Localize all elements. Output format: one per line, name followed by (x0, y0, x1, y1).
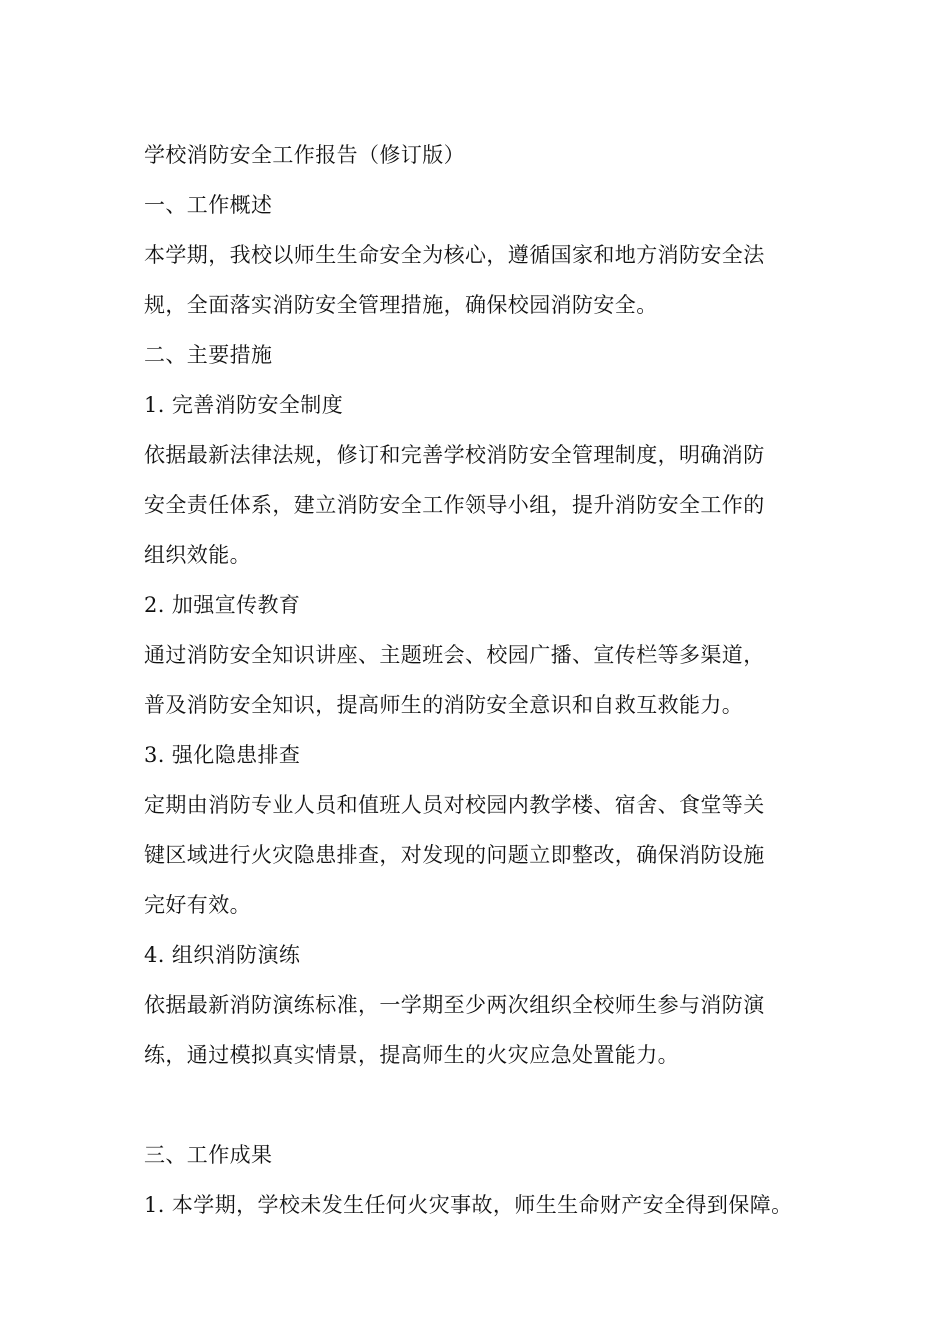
item-heading: 3. 强化隐患排查 (144, 743, 301, 767)
paragraph-line: 1. 本学期，学校未发生任何火灾事故，师生生命财产安全得到保障。 (144, 1193, 793, 1217)
item-heading: 2. 加强宣传教育 (144, 593, 301, 617)
blank-line (144, 1080, 824, 1130)
section-heading: 一、工作概述 (144, 193, 273, 217)
paragraph-line: 依据最新消防演练标准，一学期至少两次组织全校师生参与消防演 (144, 993, 765, 1017)
paragraph-line: 定期由消防专业人员和值班人员对校园内教学楼、宿舍、食堂等关 (144, 793, 765, 817)
section-heading: 三、工作成果 (144, 1143, 273, 1167)
paragraph-line: 依据最新法律法规，修订和完善学校消防安全管理制度，明确消防 (144, 443, 765, 467)
paragraph-line: 组织效能。 (144, 543, 251, 567)
section-heading: 二、主要措施 (144, 343, 273, 367)
item-heading: 4. 组织消防演练 (144, 943, 301, 967)
document-title: 学校消防安全工作报告（修订版） (144, 143, 465, 167)
paragraph-line: 键区域进行火灾隐患排查，对发现的问题立即整改，确保消防设施 (144, 843, 765, 867)
paragraph-line: 普及消防安全知识，提高师生的消防安全意识和自救互救能力。 (144, 693, 744, 717)
paragraph-line: 安全责任体系，建立消防安全工作领导小组，提升消防安全工作的 (144, 493, 765, 517)
document-page (144, 130, 824, 1230)
paragraph-line: 完好有效。 (144, 893, 251, 917)
paragraph-line: 本学期，我校以师生生命安全为核心，遵循国家和地方消防安全法 (144, 243, 765, 267)
paragraph-line: 规，全面落实消防安全管理措施，确保校园消防安全。 (144, 293, 658, 317)
paragraph-line: 通过消防安全知识讲座、主题班会、校园广播、宣传栏等多渠道， (144, 643, 765, 667)
paragraph-line: 练，通过模拟真实情景，提高师生的火灾应急处置能力。 (144, 1043, 679, 1067)
item-heading: 1. 完善消防安全制度 (144, 393, 344, 417)
